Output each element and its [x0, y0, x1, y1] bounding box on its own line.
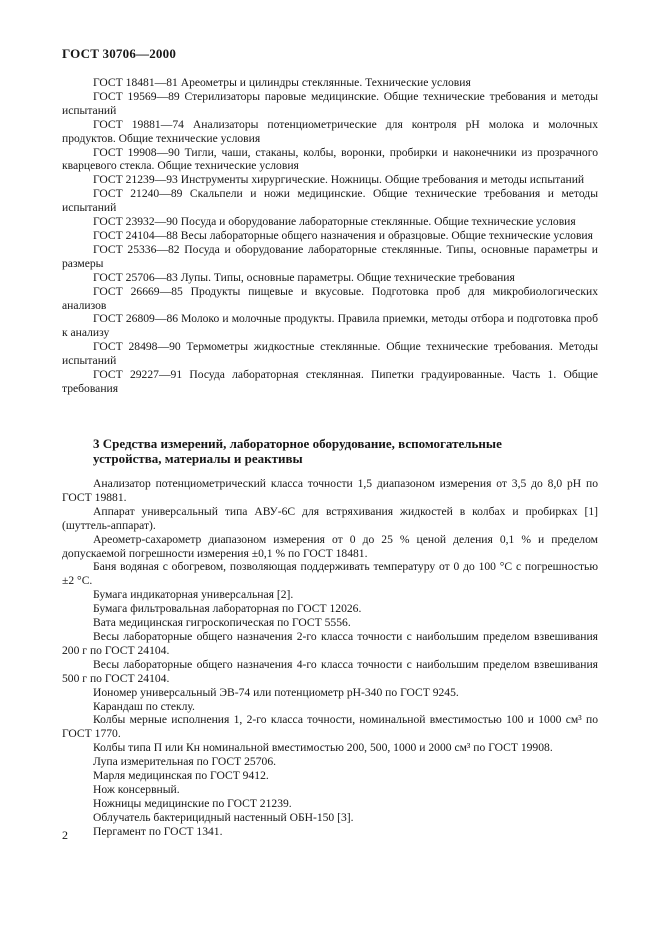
equipment-item: Облучатель бактерицидный настенный ОБН-150 [3]. — [93, 810, 354, 824]
reference-item: ГОСТ 21239—93 Инструменты хирургические. Ножницы. Общие требования и методы испытаний — [93, 173, 585, 187]
reference-item: ГОСТ 19908—90 Тигли, чаши, стаканы, колбы, воронки, пробирки и наконечники из прозрачного кварцевого стекла. Общие технические условия — [62, 145, 598, 173]
reference-item: ГОСТ 26669—85 Продукты пищевые и вкусовые. Подготовка проб для микробиологических анализов — [62, 284, 598, 312]
reference-item: ГОСТ 29227—91 Посуда лабораторная стеклянная. Пипетки градуированные. Часть 1. Общие требования — [62, 368, 598, 395]
equipment-list — [62, 477, 598, 839]
normative-references-list — [62, 76, 598, 396]
reference-item: ГОСТ 23932—90 Посуда и оборудование лабораторные стеклянные. Общие технические условия — [93, 215, 576, 229]
reference-item: ГОСТ 19881—74 Анализаторы потенциометрические для контроля рН молока и молочных продуктов. Общие технические условия — [62, 117, 598, 145]
section-heading-line-1: 3 Средства измерений, лабораторное оборудование, вспомогательные — [93, 436, 502, 451]
equipment-item: Вата медицинская гигроскопическая по ГОСТ 5556. — [93, 616, 351, 630]
equipment-item: Бумага фильтровальная лабораторная по ГОСТ 12026. — [93, 602, 362, 616]
equipment-item: Весы лабораторные общего назначения 2-го класса точности с наибольшим пределом взвешивания 200 г по ГОСТ 24104. — [62, 629, 598, 657]
equipment-item: Ножницы медицинские по ГОСТ 21239. — [93, 796, 292, 810]
equipment-item: Анализатор потенциометрический класса точности 1,5 диапазоном измерения от 3,5 до 8,0 рН по ГОСТ 19881. — [62, 477, 598, 504]
reference-item: ГОСТ 28498—90 Термометры жидкостные стеклянные. Общие технические требования. Методы испытаний — [62, 340, 598, 368]
equipment-item: Марля медицинская по ГОСТ 9412. — [93, 769, 269, 783]
equipment-item: Лупа измерительная по ГОСТ 25706. — [93, 755, 277, 769]
document-header: ГОСТ 30706—2000 — [62, 46, 177, 61]
equipment-item: Иономер универсальный ЭВ-74 или потенциометр рН-340 по ГОСТ 9245. — [93, 685, 459, 699]
equipment-item: Колбы типа П или Кн номинальной вместимостью 200, 500, 1000 и 2000 см³ по ГОСТ 19908. — [93, 741, 553, 755]
equipment-item: Пергамент по ГОСТ 1341. — [93, 824, 223, 838]
page-number: 2 — [62, 828, 68, 842]
equipment-item: Нож консервный. — [93, 782, 180, 796]
equipment-item: Карандаш по стеклу. — [93, 699, 195, 713]
equipment-item: Бумага индикаторная универсальная [2]. — [93, 588, 294, 602]
reference-item: ГОСТ 25706—83 Лупы. Типы, основные параметры. Общие технические требования — [93, 270, 515, 284]
equipment-item: Баня водяная с обогревом, позволяющая поддерживать температуру от 0 до 100 °С с погрешностью ±2 °С. — [62, 560, 598, 588]
reference-item: ГОСТ 25336—82 Посуда и оборудование лабораторные стеклянные. Типы, основные параметры и размеры — [62, 242, 598, 270]
equipment-item: Ареометр-сахарометр диапазоном измерения от 0 до 25 % ценой деления 0,1 % и пределом допускаемой погрешности измерения ±0,1 % по ГОСТ 18481. — [62, 532, 598, 560]
reference-item: ГОСТ 26809—86 Молоко и молочные продукты. Правила приемки, методы отбора и подготовка проб к анализу — [62, 312, 598, 340]
reference-item: ГОСТ 18481—81 Ареометры и цилиндры стеклянные. Технические условия — [93, 76, 471, 89]
section-heading-line-2: устройства, материалы и реактивы — [93, 451, 303, 466]
equipment-item: Аппарат универсальный типа АВУ-6С для встряхивания жидкостей в колбах и пробирках [1] (шуттель-аппарат). — [62, 504, 598, 532]
equipment-item: Весы лабораторные общего назначения 4-го класса точности с наибольшим пределом взвешивания 500 г по ГОСТ 24104. — [62, 657, 598, 685]
reference-item: ГОСТ 24104—88 Весы лабораторные общего назначения и образцовые. Общие технические условия — [93, 228, 593, 242]
equipment-item: Колбы мерные исполнения 1, 2-го класса точности, номинальной вместимостью 100 и 1000 см³ по ГОСТ 1770. — [62, 713, 598, 741]
reference-item: ГОСТ 21240—89 Скальпели и ножи медицинские. Общие технические требования и методы испытаний — [62, 187, 598, 215]
reference-item: ГОСТ 19569—89 Стерилизаторы паровые медицинские. Общие технические требования и методы испытаний — [62, 89, 598, 117]
section-heading — [62, 436, 598, 466]
